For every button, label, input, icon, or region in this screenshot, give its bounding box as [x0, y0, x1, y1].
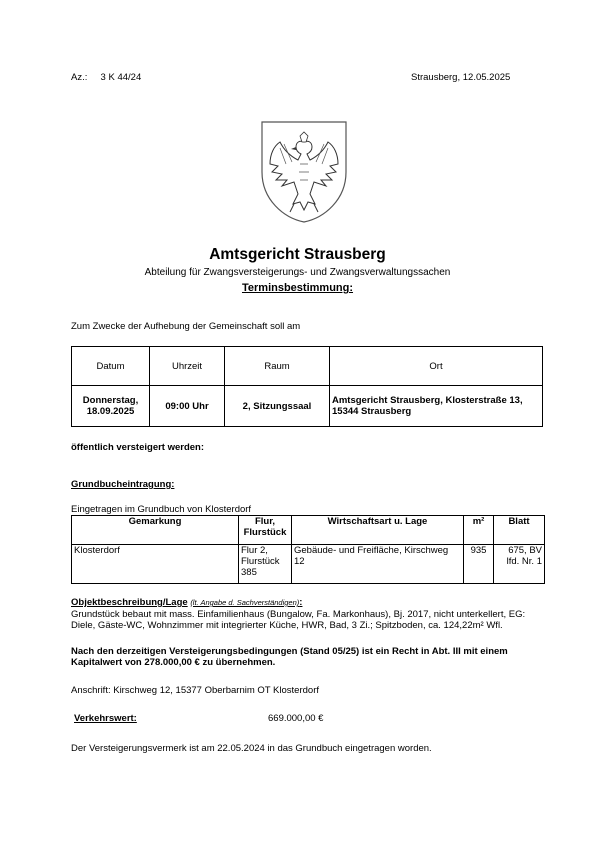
- gb-blatt: 675, BV lfd. Nr. 1: [494, 545, 545, 584]
- header-m2: m²: [464, 516, 494, 545]
- header-datum: Datum: [72, 347, 150, 386]
- brandenburg-eagle-coat-of-arms-icon: [260, 120, 348, 224]
- header-flur: Flur, Flurstück: [239, 516, 292, 545]
- verkehrswert-value: 669.000,00 €: [268, 713, 324, 724]
- termin-row: [72, 386, 543, 427]
- grundbuch-table: [71, 515, 545, 584]
- termin-ort: Amtsgericht Strausberg, Klosterstraße 13, 15344 Strausberg: [330, 386, 543, 427]
- header-blatt: Blatt: [494, 516, 545, 545]
- termin-table: [71, 346, 543, 427]
- objekt-title: Objektbeschreibung/Lage: [71, 597, 188, 608]
- anschrift: Anschrift: Kirschweg 12, 15377 Oberbarnim OT Klosterdorf: [71, 685, 319, 696]
- termin-raum: 2, Sitzungssaal: [225, 386, 330, 427]
- header-gemarkung: Gemarkung: [72, 516, 239, 545]
- aktenzeichen: Az.: 3 K 44/24: [71, 72, 142, 83]
- grundbuch-row: [72, 545, 545, 584]
- objekt-note: (lt. Angabe d. Sachverständigen): [190, 598, 300, 607]
- objekt-title-colon: :: [299, 597, 303, 608]
- header-uhrzeit: Uhrzeit: [150, 347, 225, 386]
- header-ort: Ort: [330, 347, 543, 386]
- grundbuch-header-row: [72, 516, 545, 545]
- termin-datum: Donnerstag, 18.09.2025: [72, 386, 150, 427]
- court-name: Amtsgericht Strausberg: [209, 246, 386, 263]
- intro-text: Zum Zwecke der Aufhebung der Gemeinschaft soll am: [71, 321, 301, 332]
- gb-wirtschaftsart: Gebäude- und Freifläche, Kirschweg 12: [292, 545, 464, 584]
- gb-m2: 935: [464, 545, 494, 584]
- verkehrswert-label: Verkehrswert:: [74, 713, 137, 724]
- vermerk-text: Der Versteigerungsvermerk ist am 22.05.2024 in das Grundbuch eingetragen worden.: [71, 743, 432, 754]
- header-wirtschaftsart: Wirtschaftsart u. Lage: [292, 516, 464, 545]
- place-date: Strausberg, 12.05.2025: [411, 72, 511, 83]
- header-raum: Raum: [225, 347, 330, 386]
- gb-gemarkung: Klosterdorf: [72, 545, 239, 584]
- document-type-heading: Terminsbestimmung:: [241, 282, 354, 294]
- gb-flur: Flur 2, Flurstück 385: [239, 545, 292, 584]
- grundbuch-heading: Grundbucheintragung:: [71, 479, 175, 490]
- versteigert-text: öffentlich versteigert werden:: [71, 442, 205, 453]
- grundbuch-line: Eingetragen im Grundbuch von Klosterdorf: [71, 504, 252, 515]
- objekt-conditions: Nach den derzeitigen Versteigerungsbedingungen (Stand 05/25) ist ein Recht in Abt. III mit einem Kapitalwert von 278.000,00 € zu übernehmen.: [71, 646, 508, 669]
- objekt-description: Grundstück bebaut mit mass. Einfamilienhaus (Bungalow, Fa. Markonhaus), Bj. 2017, nicht unterkellert, EG: Diele, Gäste-WC, Wohnzimmer mit integrierter Küche, HWR, Bad, 3 Zi.; Spitzboden, ca. 124,22m² Wfl.: [71, 609, 526, 632]
- objekt-heading: [71, 597, 302, 608]
- termin-header-row: [72, 347, 543, 386]
- termin-uhrzeit: 09:00 Uhr: [150, 386, 225, 427]
- court-department: Abteilung für Zwangsversteigerungs- und Zwangsverwaltungssachen: [144, 267, 451, 278]
